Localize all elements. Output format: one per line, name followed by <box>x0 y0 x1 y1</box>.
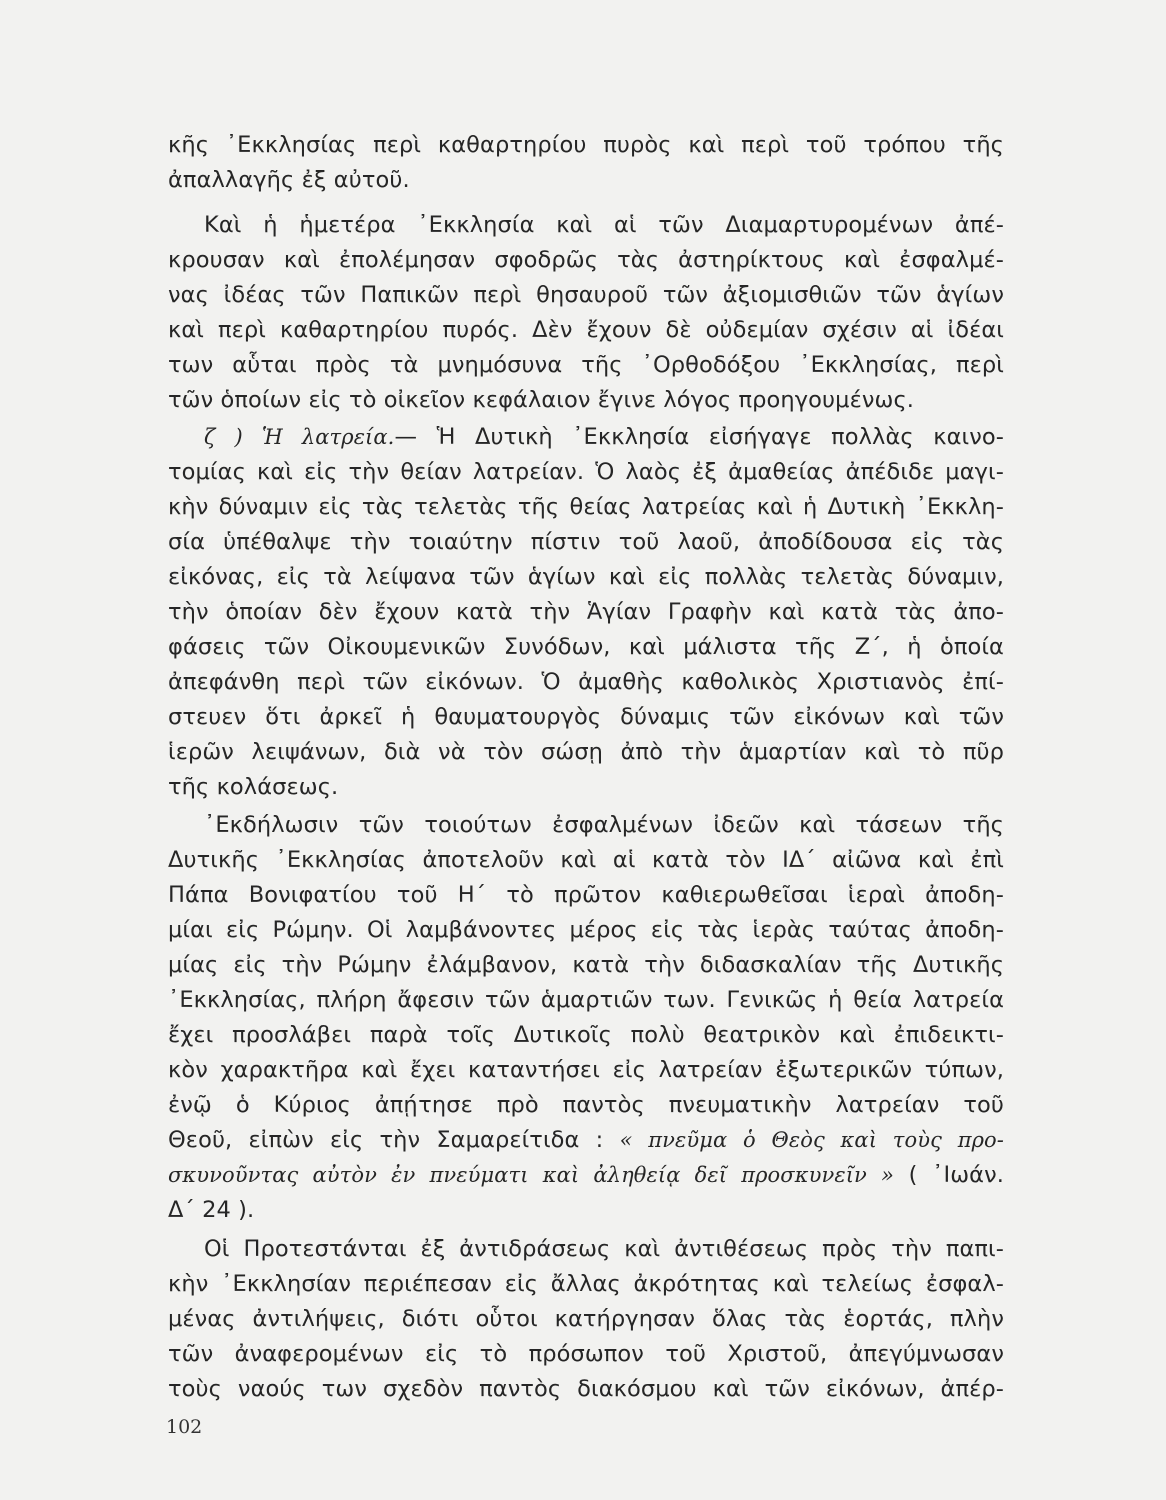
text-line: κῆς ᾿Εκκλησίας περὶ καθαρτηρίου πυρὸς καὶ περὶ τοῦ τρόπου τῆς <box>168 132 1004 158</box>
text-line: κὸν χαρακτῆρα καὶ ἔχει καταντήσει εἰς λατρείαν ἐξωτερικῶν τύπων, <box>168 1057 1004 1083</box>
text-line: των αὗται πρὸς τὰ μνημόσυνα τῆς ᾿Ορθοδόξου ᾿Εκκλησίας, περὶ <box>168 352 1004 378</box>
text-line: εἰκόνας, εἰς τὰ λείψανα τῶν ἁγίων καὶ εἰς πολλὰς τελετὰς δύναμιν, <box>168 564 1004 590</box>
text-line: τῶν ὁποίων εἰς τὸ οἰκεῖον κεφάλαιον ἔγινε λόγος προηγουμένως. <box>168 387 914 413</box>
paragraph-start: Οἱ Προτεστάνται ἐξ ἀντιδράσεως καὶ ἀντιθέσεως πρὸς τὴν παπι- <box>204 1236 1004 1262</box>
text-line: Δ΄ 24 ). <box>168 1197 255 1223</box>
section-heading: ζ ) Ἡ λατρεία. <box>204 425 395 449</box>
text-line: τῶν ἀναφερομένων εἰς τὸ πρόσωπον τοῦ Χριστοῦ, ἀπεγύμνωσαν <box>168 1341 1004 1367</box>
text-line: ἀπαλλαγῆς ἐξ αὐτοῦ. <box>168 167 410 193</box>
text-line <box>168 1158 1004 1192</box>
text-line: νας ἰδέας τῶν Παπικῶν περὶ θησαυροῦ τῶν ἀξιομισθιῶν τῶν ἁγίων <box>168 282 1004 308</box>
paragraph-start: Καὶ ἡ ἡμετέρα ᾿Εκκλησία καὶ αἱ τῶν Διαμαρτυρομένων ἀπέ- <box>204 212 1004 238</box>
section-heading-line <box>204 420 1004 454</box>
citation: ( ᾿Ιωάν. <box>894 1162 1004 1188</box>
text-line: μίαι εἰς Ρώμην. Οἱ λαμβάνοντες μέρος εἰς τὰς ἱερὰς ταύτας ἀποδη- <box>168 917 1004 943</box>
quotation: σκυνοῦντας αὐτὸν ἐν πνεύματι καὶ ἀληθείᾳ δεῖ προσκυνεῖν » <box>168 1163 894 1187</box>
text-line: τομίας καὶ εἰς τὴν θείαν λατρείαν. Ὁ λαὸς ἐξ ἀμαθείας ἀπέδιδε μαγι- <box>168 459 1004 485</box>
quotation: « πνεῦμα ὁ Θεὸς καὶ τοὺς προ- <box>619 1128 1004 1152</box>
text-line: φάσεις τῶν Οἰκουμενικῶν Συνόδων, καὶ μάλιστα τῆς Ζ΄, ἡ ὁποία <box>168 634 1004 660</box>
text-run: Θεοῦ, εἰπὼν εἰς τὴν Σαμαρείτιδα : <box>168 1127 620 1153</box>
text-line: μένας ἀντιλήψεις, διότι οὗτοι κατήργησαν ὅλας τὰς ἑορτάς, πλὴν <box>168 1306 1004 1332</box>
text-line: ἀπεφάνθη περὶ τῶν εἰκόνων. Ὁ ἀμαθὴς καθολικὸς Χριστιανὸς ἐπί- <box>168 669 1004 695</box>
text-line: στευεν ὅτι ἀρκεῖ ἡ θαυματουργὸς δύναμις τῶν εἰκόνων καὶ τῶν <box>168 704 1004 730</box>
text-line: τοὺς ναούς των σχεδὸν παντὸς διακόσμου καὶ τῶν εἰκόνων, ἀπέρ- <box>168 1376 1004 1402</box>
text-line: σία ὑπέθαλψε τὴν τοιαύτην πίστιν τοῦ λαοῦ, ἀποδίδουσα εἰς τὰς <box>168 529 1004 555</box>
text-line: τὴν ὁποίαν δὲν ἔχουν κατὰ τὴν Ἁγίαν Γραφὴν καὶ κατὰ τὰς ἀπο- <box>168 599 1004 625</box>
text-run: — Ἡ Δυτικὴ ᾿Εκκλησία εἰσήγαγε πολλὰς καινο- <box>394 424 1004 450</box>
text-line: ἐνῷ ὁ Κύριος ἀπῄτησε πρὸ παντὸς πνευματικὴν λατρείαν τοῦ <box>168 1092 1004 1118</box>
text-line: κὴν ᾿Εκκλησίαν περιέπεσαν εἰς ἄλλας ἀκρότητας καὶ τελείως ἐσφαλ- <box>168 1271 1004 1297</box>
text-line: κὴν δύναμιν εἰς τὰς τελετὰς τῆς θείας λατρείας καὶ ἡ Δυτικὴ ᾿Εκκλη- <box>168 494 1004 520</box>
text-line: ἔχει προσλάβει παρὰ τοῖς Δυτικοῖς πολὺ θεατρικὸν καὶ ἐπιδεικτι- <box>168 1022 1004 1048</box>
text-line: Πάπα Βονιφατίου τοῦ Η΄ τὸ πρῶτον καθιερωθεῖσαι ἱεραὶ ἀποδη- <box>168 882 1004 908</box>
text-line: τῆς κολάσεως. <box>168 774 339 800</box>
text-line: μίας εἰς τὴν Ρώμην ἐλάμβανον, κατὰ τὴν διδασκαλίαν τῆς Δυτικῆς <box>168 952 1004 978</box>
text-line <box>168 1123 1004 1157</box>
text-line: ἱερῶν λειψάνων, διὰ νὰ τὸν σώσῃ ἀπὸ τὴν ἁμαρτίαν καὶ τὸ πῦρ <box>168 739 1004 765</box>
text-line: κρουσαν καὶ ἐπολέμησαν σφοδρῶς τὰς ἀστηρίκτους καὶ ἐσφαλμέ- <box>168 247 1004 273</box>
page-number: 102 <box>166 1416 203 1438</box>
text-line: Δυτικῆς ᾿Εκκλησίας ἀποτελοῦν καὶ αἱ κατὰ τὸν ΙΔ΄ αἰῶνα καὶ ἐπὶ <box>168 847 1004 873</box>
text-line: ᾿Εκκλησίας, πλήρη ἄφεσιν τῶν ἁμαρτιῶν των. Γενικῶς ἡ θεία λατρεία <box>168 987 1004 1013</box>
paragraph-start: ᾿Εκδήλωσιν τῶν τοιούτων ἐσφαλμένων ἰδεῶν καὶ τάσεων τῆς <box>204 812 1004 838</box>
text-line: καὶ περὶ καθαρτηρίου πυρός. Δὲν ἔχουν δὲ οὐδεμίαν σχέσιν αἱ ἰδέαι <box>168 317 1004 343</box>
